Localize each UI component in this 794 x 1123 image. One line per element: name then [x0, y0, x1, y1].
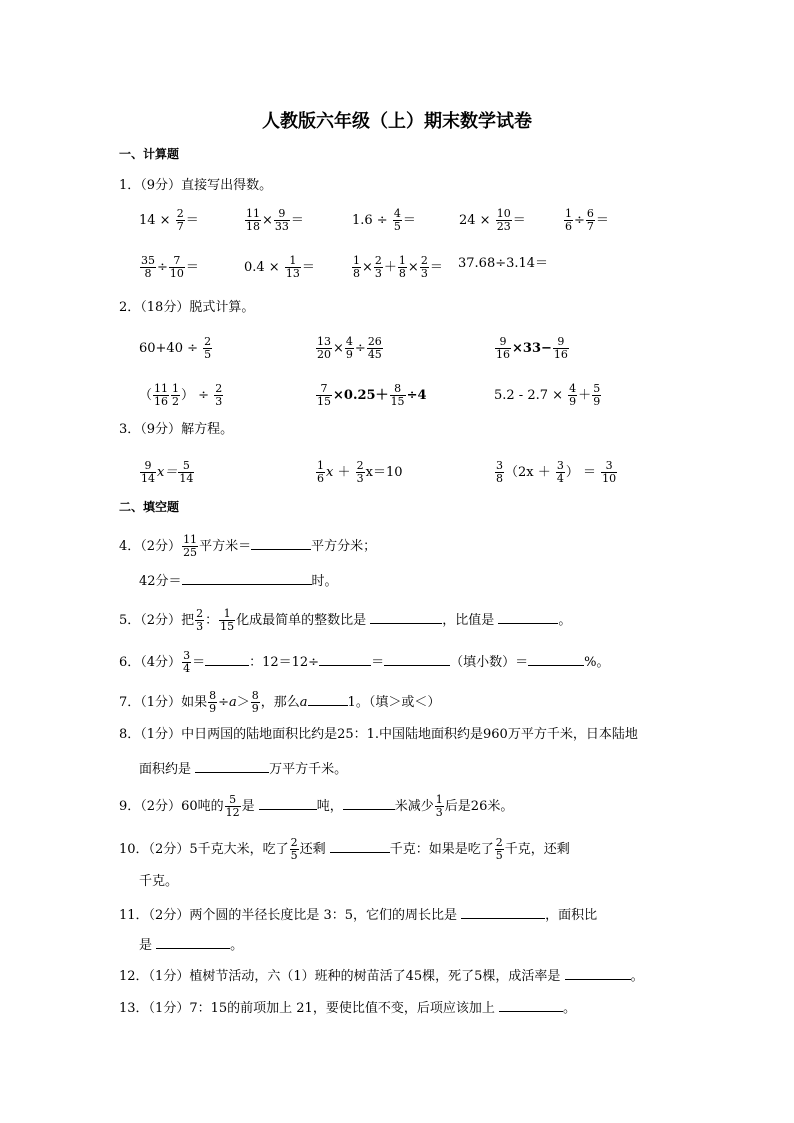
- denominator: 9: [345, 348, 353, 361]
- variable: x: [326, 465, 334, 480]
- question-text: ＝: [371, 655, 385, 670]
- numerator: 2: [374, 254, 382, 267]
- numerator: 26: [367, 335, 382, 348]
- question-number: 4．: [119, 539, 141, 554]
- expr-q1-r2c3: [351, 255, 443, 280]
- denominator: 15: [317, 395, 331, 408]
- question-points: （1分）: [148, 1001, 190, 1016]
- numerator: 1: [353, 254, 360, 267]
- fraction: [219, 608, 235, 633]
- denominator: 12: [225, 806, 240, 819]
- divide-sign: ÷: [574, 213, 585, 228]
- fraction: [496, 208, 512, 233]
- question-number: 1．: [119, 178, 141, 193]
- expr-q1-r1c3: [352, 208, 416, 233]
- numerator: 8: [251, 689, 259, 702]
- question-9: [119, 794, 513, 819]
- question-number: 5．: [119, 613, 141, 628]
- question-points: （18分）: [140, 300, 190, 315]
- question-text: 平方米＝: [199, 539, 252, 554]
- question-number: 13．: [119, 1001, 149, 1016]
- fraction: [316, 336, 332, 361]
- question-11: [119, 905, 597, 924]
- question-points: （1分）: [140, 695, 182, 710]
- numerator: 3: [601, 460, 617, 473]
- question-text: ，面积比: [545, 908, 598, 923]
- question-text: 42分＝: [139, 574, 182, 589]
- fraction: [176, 208, 185, 233]
- equals-sign: ＝: [185, 260, 199, 275]
- numerator: 9: [140, 460, 156, 473]
- question-text: 把: [181, 613, 195, 628]
- denominator: 33: [274, 220, 289, 233]
- numerator: 1: [285, 255, 301, 268]
- numerator: 1: [565, 207, 572, 220]
- equation-q3-1: [139, 460, 195, 485]
- denominator: 3: [374, 267, 382, 280]
- equals-sign: ＝: [290, 213, 304, 228]
- denominator: 6: [565, 220, 572, 233]
- denominator: 16: [154, 395, 169, 408]
- denominator: 7: [586, 220, 594, 233]
- denominator: 3: [420, 267, 428, 280]
- denominator: 3: [196, 620, 204, 633]
- answer-blank[interactable]: [205, 652, 249, 666]
- expr-q1-r2c1: [139, 255, 199, 280]
- denominator: 10: [602, 472, 617, 485]
- expr-text: ÷4: [406, 388, 427, 403]
- fraction: [195, 608, 204, 633]
- denominator: 10: [169, 267, 184, 280]
- expr-text: ×33−: [512, 341, 552, 356]
- numerator: 2: [420, 254, 428, 267]
- question-text: 平方分米；: [311, 539, 377, 554]
- numerator: 11: [246, 207, 260, 220]
- question-text: ，那么: [260, 695, 300, 710]
- expr-q1-r2c4: 37.68÷3.14＝: [458, 256, 549, 271]
- question-points: （1分）: [140, 727, 182, 742]
- question-number: 7．: [119, 695, 141, 710]
- numerator: 3: [496, 459, 503, 472]
- question-points: （2分）: [148, 908, 190, 923]
- numerator: 9: [553, 336, 569, 349]
- question-1: [119, 178, 272, 194]
- question-text: 。: [230, 938, 244, 953]
- divide-sign: ÷: [198, 388, 210, 403]
- fraction: [169, 255, 185, 280]
- question-4: [119, 534, 376, 559]
- answer-blank[interactable]: [308, 692, 348, 706]
- numerator: 5: [178, 460, 194, 473]
- fraction: [171, 383, 180, 408]
- question-text: （填小数）＝: [450, 655, 529, 670]
- question-points: （9分）: [140, 178, 182, 193]
- equals-sign: ＝: [429, 260, 443, 275]
- equals-sign: ＝: [512, 213, 526, 228]
- answer-blank[interactable]: [384, 652, 450, 666]
- expr-q1-r2c2: [244, 255, 315, 280]
- question-4-line2: [139, 571, 338, 590]
- times-sign: ×: [362, 260, 373, 275]
- answer-blank[interactable]: [182, 571, 312, 585]
- question-text: 化成最简单的整数比是: [236, 613, 367, 628]
- fraction: [352, 255, 361, 280]
- question-text: 。: [630, 969, 644, 984]
- expr-q2-r2c2: [315, 383, 427, 408]
- expr-text: ×0.25＋: [333, 388, 389, 403]
- question-text: 是: [139, 938, 153, 953]
- question-text: 解方程。: [181, 422, 234, 437]
- answer-blank[interactable]: [528, 652, 584, 666]
- numerator: 9: [495, 336, 511, 349]
- numerator: 2: [204, 335, 212, 348]
- variable: a: [299, 695, 308, 710]
- denominator: 25: [183, 546, 198, 559]
- question-8: [119, 727, 638, 743]
- equals-sign: ＝: [185, 213, 199, 228]
- question-10-line2: 千克。: [139, 874, 179, 889]
- answer-blank[interactable]: [498, 610, 558, 624]
- question-text: 7：15的前项加上 21，要使比值不变，后项应该加上: [189, 1001, 495, 1016]
- question-text: 吨，: [316, 799, 343, 814]
- divide-sign: ÷: [354, 341, 366, 356]
- numerator: 1: [398, 254, 406, 267]
- fraction: [214, 383, 223, 408]
- fraction: [592, 383, 601, 408]
- denominator: 3: [435, 806, 443, 819]
- expr-text: x＝: [157, 465, 178, 480]
- expr-text: 24 ×: [459, 213, 491, 228]
- question-number: 6．: [119, 655, 141, 670]
- question-6: [119, 650, 609, 675]
- answer-blank[interactable]: [461, 905, 545, 919]
- question-text: 。: [558, 613, 572, 628]
- answer-blank[interactable]: [499, 998, 563, 1012]
- answer-blank[interactable]: [370, 610, 442, 624]
- denominator: 3: [215, 395, 223, 408]
- numerator: 11: [154, 382, 169, 395]
- fraction: [290, 837, 299, 862]
- numerator: 3: [556, 459, 564, 472]
- question-points: （2分）: [140, 799, 182, 814]
- fraction: [182, 534, 198, 559]
- fraction: [568, 383, 577, 408]
- question-text: ：12＝12÷: [249, 655, 320, 670]
- numerator: 4: [393, 207, 401, 220]
- answer-blank[interactable]: [343, 796, 395, 810]
- expr-q2-r1c1: [139, 336, 213, 361]
- numerator: 2: [176, 207, 184, 220]
- fraction: [495, 336, 511, 361]
- answer-blank[interactable]: [565, 966, 631, 980]
- fraction: [285, 255, 301, 280]
- question-text: 中日两国的陆地面积比约是25：1.中国陆地面积约是960万平方千米，日本陆地: [181, 727, 638, 742]
- numerator: 2: [215, 382, 223, 395]
- question-text: 60吨的: [181, 799, 224, 814]
- expr-text: （2x ＋: [505, 465, 551, 480]
- fraction: [495, 460, 504, 485]
- denominator: 8: [398, 267, 406, 280]
- question-text: 面积约是: [139, 762, 192, 777]
- denominator: 9: [251, 702, 259, 715]
- fraction: [153, 383, 169, 408]
- plus-sign: ＋: [337, 465, 351, 480]
- question-10: [119, 837, 570, 862]
- question-5: [119, 608, 571, 633]
- question-text: 千克：如果是吃了: [389, 842, 494, 857]
- denominator: 6: [317, 472, 324, 485]
- question-text: 万平方千米。: [269, 762, 348, 777]
- expr-q1-r1c1: [139, 208, 199, 233]
- question-text: %。: [584, 655, 610, 670]
- denominator: 18: [246, 220, 260, 233]
- section-heading-fill: 二、填空题: [119, 500, 180, 514]
- numerator: 11: [183, 533, 198, 546]
- question-2: [119, 300, 254, 316]
- expr-q2-r2c1: [139, 383, 224, 408]
- expr-q1-r1c2: [244, 208, 304, 233]
- divide-sign: ÷: [218, 695, 229, 710]
- denominator: 7: [176, 220, 184, 233]
- expr-q2-r1c3: [494, 336, 570, 361]
- question-text: 1。（填＞或＜）: [347, 695, 441, 710]
- numerator: 2: [356, 459, 364, 472]
- expr-text: x＝10: [365, 465, 403, 480]
- answer-blank[interactable]: [156, 935, 230, 949]
- fraction: [420, 255, 429, 280]
- fraction: [398, 255, 407, 280]
- fraction: [225, 794, 241, 819]
- numerator: 4: [345, 335, 353, 348]
- question-text: 后是26米。: [444, 799, 514, 814]
- equals-sign: ＝: [595, 213, 609, 228]
- denominator: 5: [393, 220, 401, 233]
- denominator: 2: [172, 395, 180, 408]
- numerator: 1: [172, 382, 180, 395]
- fraction: [140, 255, 156, 280]
- question-text: 5千克大米，吃了: [189, 842, 289, 857]
- fraction: [203, 336, 212, 361]
- answer-blank[interactable]: [195, 759, 269, 773]
- denominator: 4: [183, 662, 191, 675]
- fraction: [316, 460, 325, 485]
- fraction: [316, 383, 332, 408]
- question-points: （2分）: [148, 842, 190, 857]
- numerator: 7: [169, 255, 185, 268]
- expr-text: 5.2 - 2.7 ×: [494, 388, 564, 403]
- answer-blank[interactable]: [251, 536, 311, 550]
- question-text: 如果: [181, 695, 208, 710]
- colon: ：: [205, 613, 219, 628]
- numerator: 35: [141, 254, 155, 267]
- question-13: [119, 998, 576, 1017]
- question-number: 3．: [119, 422, 141, 437]
- denominator: 16: [553, 348, 568, 361]
- question-text: 两个圆的半径长度比是 3：5，它们的周长比是: [189, 908, 458, 923]
- question-text: 米减少: [394, 799, 434, 814]
- fraction: [140, 460, 156, 485]
- numerator: 5: [593, 382, 601, 395]
- equation-q3-3: [494, 460, 618, 485]
- question-text: 脱式计算。: [189, 300, 255, 315]
- expr-text: ） ＝: [565, 465, 597, 480]
- question-text: ＝: [192, 655, 206, 670]
- denominator: 23: [496, 220, 511, 233]
- question-text: 。: [562, 1001, 576, 1016]
- fraction: [435, 794, 444, 819]
- numerator: 4: [569, 382, 577, 395]
- numerator: 5: [225, 794, 241, 807]
- denominator: 9: [209, 702, 217, 715]
- question-text: 直接写出得数。: [181, 178, 273, 193]
- fraction: [208, 690, 217, 715]
- numerator: 9: [274, 208, 290, 221]
- times-sign: ×: [333, 341, 344, 356]
- times-sign: ×: [407, 260, 419, 275]
- question-number: 12．: [119, 969, 149, 984]
- fraction: [390, 383, 406, 408]
- expr-q1-r1c5: [563, 208, 609, 233]
- denominator: 9: [569, 395, 577, 408]
- fraction: [274, 208, 290, 233]
- numerator: 2: [495, 836, 503, 849]
- question-text: 时。: [311, 574, 338, 589]
- question-text: 植树节活动，六（1）班种的树苗活了45棵，死了5棵，成活率是: [189, 969, 561, 984]
- question-points: （2分）: [140, 539, 182, 554]
- denominator: 5: [204, 348, 212, 361]
- fraction: [586, 208, 595, 233]
- denominator: 5: [290, 849, 298, 862]
- page-title: 人教版六年级（上）期末数学试卷: [262, 111, 532, 132]
- numerator: 13: [317, 335, 331, 348]
- denominator: 8: [144, 267, 152, 280]
- question-3: [119, 422, 233, 438]
- question-points: （4分）: [140, 655, 182, 670]
- left-paren: （: [139, 388, 153, 403]
- numerator: 1: [317, 459, 324, 472]
- denominator: 4: [556, 472, 564, 485]
- numerator: 7: [316, 383, 332, 396]
- denominator: 13: [285, 267, 300, 280]
- expr-text: 60+40 ÷: [139, 341, 199, 356]
- greater-sign: ＞: [236, 695, 250, 710]
- answer-blank[interactable]: [259, 796, 317, 810]
- fraction: [251, 690, 260, 715]
- question-8-line2: [139, 759, 347, 778]
- expr-text: 14 ×: [139, 213, 171, 228]
- question-11-line2: [139, 935, 243, 954]
- numerator: 1: [435, 793, 443, 806]
- fraction: [553, 336, 569, 361]
- question-text: 还剩: [299, 842, 326, 857]
- denominator: 14: [179, 472, 194, 485]
- numerator: 6: [586, 207, 594, 220]
- question-points: （9分）: [140, 422, 182, 437]
- numerator: 10: [496, 207, 511, 220]
- question-number: 11．: [119, 908, 149, 923]
- question-points: （1分）: [148, 969, 190, 984]
- expr-q1-r1c4: [459, 208, 526, 233]
- equation-q3-2: [315, 460, 403, 485]
- denominator: 14: [141, 472, 155, 485]
- question-points: （2分）: [140, 613, 182, 628]
- fraction: [601, 460, 617, 485]
- numerator: 3: [183, 649, 191, 662]
- numerator: 2: [290, 836, 298, 849]
- numerator: 1: [219, 608, 235, 621]
- denominator: 45: [367, 348, 382, 361]
- fraction: [182, 650, 191, 675]
- question-number: 10．: [119, 842, 149, 857]
- denominator: 20: [317, 348, 331, 361]
- variable: a: [228, 695, 237, 710]
- question-7: [119, 690, 440, 715]
- fraction: [393, 208, 402, 233]
- fraction: [374, 255, 383, 280]
- denominator: 16: [496, 348, 510, 361]
- question-number: 8．: [119, 727, 141, 742]
- expr-q2-r1c2: [315, 336, 384, 361]
- fraction: [367, 336, 383, 361]
- numerator: 2: [196, 607, 204, 620]
- fraction: [178, 460, 194, 485]
- divide-sign: ÷: [157, 260, 168, 275]
- denominator: 5: [495, 849, 503, 862]
- numerator: 8: [390, 383, 406, 396]
- question-number: 2．: [119, 300, 141, 315]
- fraction: [245, 208, 261, 233]
- denominator: 15: [390, 395, 405, 408]
- times-sign: ×: [262, 213, 273, 228]
- answer-blank[interactable]: [330, 839, 390, 853]
- question-number: 9．: [119, 799, 141, 814]
- expr-q2-r2c3: [494, 383, 602, 408]
- fraction: [356, 460, 365, 485]
- answer-blank[interactable]: [319, 652, 371, 666]
- fraction: [556, 460, 565, 485]
- equals-sign: ＝: [301, 260, 315, 275]
- equals-sign: ＝: [402, 213, 416, 228]
- numerator: 8: [209, 689, 217, 702]
- fraction: [564, 208, 573, 233]
- expr-text: 0.4 ×: [244, 260, 280, 275]
- denominator: 9: [593, 395, 601, 408]
- question-text: 千克，还剩: [504, 842, 570, 857]
- question-text: 是: [241, 799, 255, 814]
- right-paren: ）: [181, 388, 195, 403]
- denominator: 8: [496, 472, 503, 485]
- plus-sign: ＋: [578, 388, 592, 403]
- question-12: [119, 966, 644, 985]
- denominator: 8: [353, 267, 360, 280]
- question-text: ，比值是: [442, 613, 495, 628]
- fraction: [495, 837, 504, 862]
- fraction: [345, 336, 354, 361]
- expr-text: 1.6 ÷: [352, 213, 388, 228]
- denominator: 3: [356, 472, 364, 485]
- plus-sign: ＋: [383, 260, 397, 275]
- section-heading-calc: 一、计算题: [119, 147, 180, 161]
- denominator: 15: [220, 620, 235, 633]
